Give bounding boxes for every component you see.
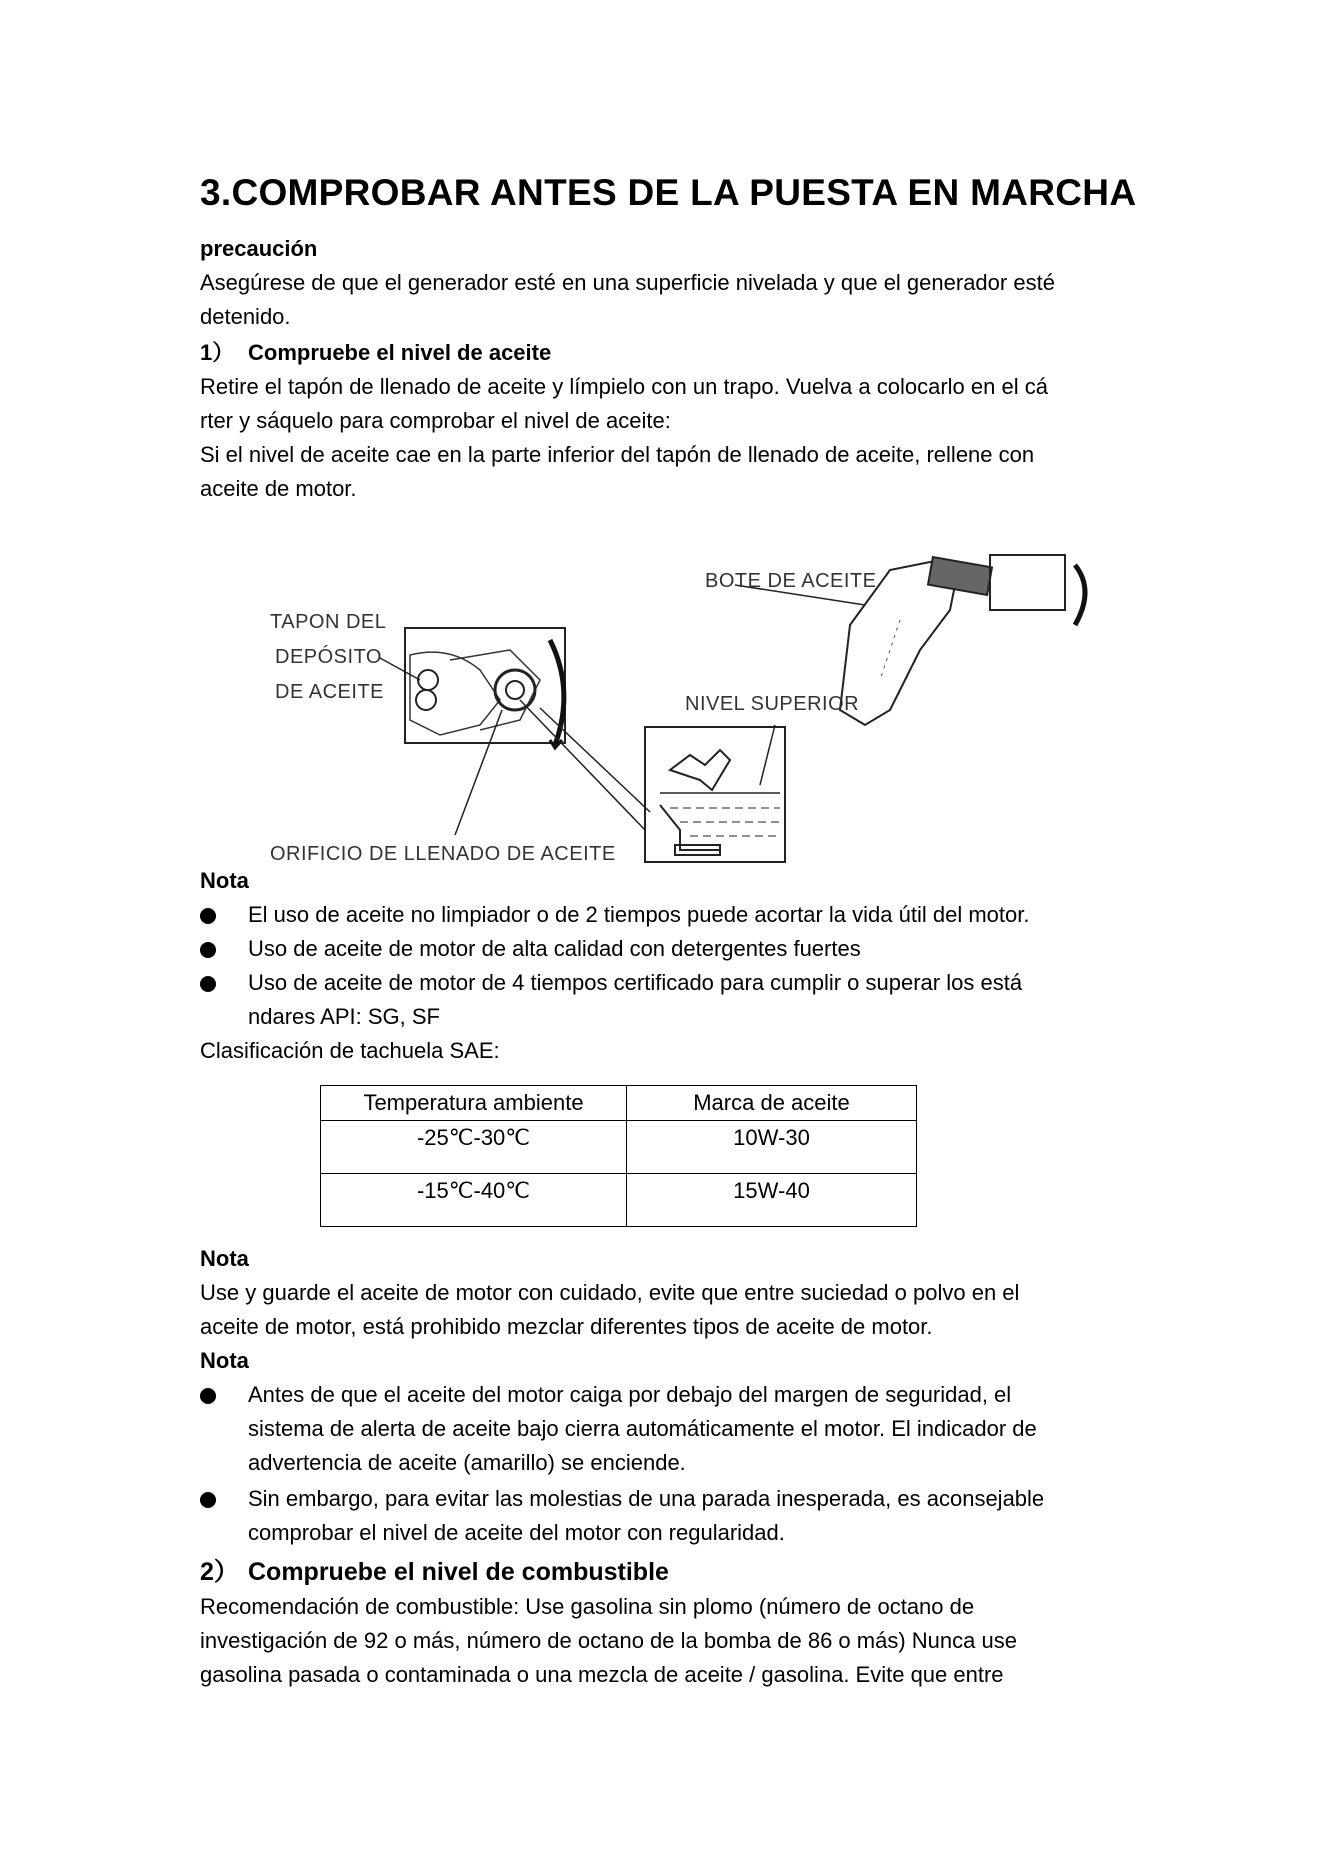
oil-level-detail-illustration xyxy=(645,725,785,862)
cell-temperature: -25℃-30℃ xyxy=(321,1121,627,1174)
label-nivel-superior: NIVEL SUPERIOR xyxy=(685,693,860,715)
section1-number: 1） xyxy=(200,340,235,365)
note3-heading: Nota xyxy=(200,1348,249,1373)
precaution-line-2: detenido. xyxy=(200,304,291,329)
section1-line-2: rter y sáquelo para comprobar el nivel de aceite: xyxy=(200,408,671,433)
table-header-row xyxy=(321,1086,917,1121)
section2-heading xyxy=(200,1552,669,1588)
note3-bullet1-line-3: advertencia de aceite (amarillo) se enciende. xyxy=(248,1450,686,1475)
section1-heading xyxy=(200,336,551,370)
label-bote-de-aceite: BOTE DE ACEITE xyxy=(705,570,877,592)
section1-title: Compruebe el nivel de aceite xyxy=(248,340,552,365)
table-row xyxy=(321,1121,917,1174)
page-title: 3.COMPROBAR ANTES DE LA PUESTA EN MARCHA xyxy=(200,172,1137,213)
table-row xyxy=(321,1174,917,1227)
section2-line-3: gasolina pasada o contaminada o una mezcla de aceite / gasolina. Evite que entre xyxy=(200,1662,1004,1687)
header-oil-brand: Marca de aceite xyxy=(627,1086,917,1121)
section2-line-2: investigación de 92 o más, número de octano de la bomba de 86 o más) Nunca use xyxy=(200,1628,1017,1653)
sae-classification-label: Clasificación de tachuela SAE: xyxy=(200,1038,500,1063)
note2-line-2: aceite de motor, está prohibido mezclar diferentes tipos de aceite de motor. xyxy=(200,1314,933,1339)
precaution-line-1: Asegúrese de que el generador esté en una superficie nivelada y que el generador esté xyxy=(200,270,1055,295)
cell-oil-grade: 15W-40 xyxy=(627,1174,917,1227)
cell-oil-grade: 10W-30 xyxy=(627,1121,917,1174)
note1-heading: Nota xyxy=(200,868,249,893)
section1-line-4: aceite de motor. xyxy=(200,476,357,501)
bullet-icon xyxy=(200,976,216,992)
note2-line-1: Use y guarde el aceite de motor con cuidado, evite que entre suciedad o polvo en el xyxy=(200,1280,1020,1305)
label-tapon-line-1: TAPON DEL xyxy=(270,611,387,633)
label-orificio-llenado: ORIFICIO DE LLENADO DE ACEITE xyxy=(270,843,616,865)
note1-bullet-1: El uso de aceite no limpiador o de 2 tiempos puede acortar la vida útil del motor. xyxy=(248,902,1030,927)
note1-bullet-3-cont: ndares API: SG, SF xyxy=(248,1004,440,1029)
label-tapon-line-2: DEPÓSITO xyxy=(275,646,382,668)
note3-bullet2-line-2: comprobar el nivel de aceite del motor con regularidad. xyxy=(248,1520,785,1545)
bullet-icon xyxy=(200,1492,216,1508)
cell-temperature: -15℃-40℃ xyxy=(321,1174,627,1227)
note1-bullet-2: Uso de aceite de motor de alta calidad con detergentes fuertes xyxy=(248,936,861,961)
section2-title: Compruebe el nivel de combustible xyxy=(248,1558,669,1586)
engine-fill-cap-illustration xyxy=(405,628,565,748)
header-temperature: Temperatura ambiente xyxy=(321,1086,627,1121)
section2-line-1: Recomendación de combustible: Use gasolina sin plomo (número de octano de xyxy=(200,1594,975,1619)
note3-bullet1-line-1: Antes de que el aceite del motor caiga por debajo del margen de seguridad, el xyxy=(248,1382,1012,1407)
section2-number: 2） xyxy=(200,1558,239,1586)
note3-bullet1-line-2: sistema de alerta de aceite bajo cierra automáticamente el motor. El indicador de xyxy=(248,1416,1037,1441)
bullet-icon xyxy=(200,942,216,958)
note3-bullet2-line-1: Sin embargo, para evitar las molestias de una parada inesperada, es aconsejable xyxy=(248,1486,1045,1511)
oil-grade-table xyxy=(320,1085,917,1227)
section1-line-3: Si el nivel de aceite cae en la parte inferior del tapón de llenado de aceite, rellene con xyxy=(200,442,1035,467)
bullet-icon xyxy=(200,908,216,924)
note2-heading: Nota xyxy=(200,1246,249,1271)
section1-line-1: Retire el tapón de llenado de aceite y límpielo con un trapo. Vuelva a colocarlo en el cá xyxy=(200,374,1048,399)
bullet-icon xyxy=(200,1388,216,1404)
note1-bullet-3: Uso de aceite de motor de 4 tiempos certificado para cumplir o superar los está xyxy=(248,970,1023,995)
oil-check-diagram xyxy=(250,550,1150,865)
precaution-heading: precaución xyxy=(200,236,318,261)
label-tapon-line-3: DE ACEITE xyxy=(275,681,384,703)
